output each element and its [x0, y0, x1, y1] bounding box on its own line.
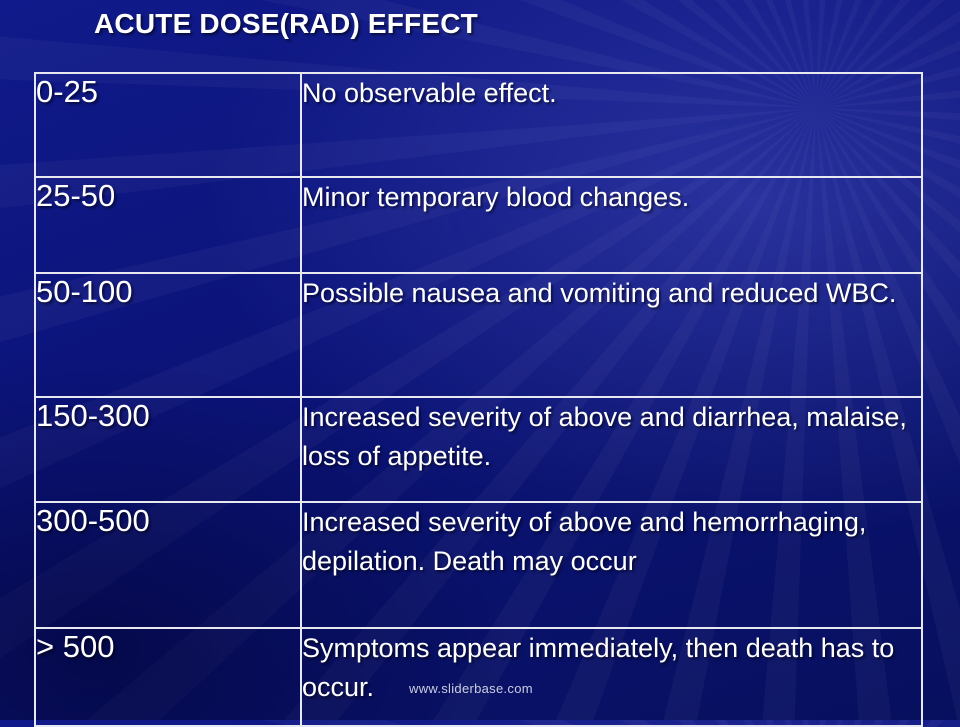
- dose-effect-table: [34, 72, 923, 727]
- slide-title: ACUTE DOSE(RAD) EFFECT: [94, 8, 478, 39]
- effect-cell: Possible nausea and vomiting and reduced WBC.: [301, 273, 922, 397]
- table-row: [35, 397, 922, 502]
- dose-cell: 150-300: [35, 397, 301, 502]
- dose-cell: 0-25: [35, 73, 301, 177]
- dose-cell: 300-500: [35, 502, 301, 628]
- effect-cell: Symptoms appear immediately, then death has to occur.: [301, 628, 922, 726]
- table-row: [35, 273, 922, 397]
- effect-cell: Increased severity of above and hemorrhaging, depilation. Death may occur: [301, 502, 922, 628]
- effect-cell: No observable effect.: [301, 73, 922, 177]
- table-row: [35, 502, 922, 628]
- watermark: www.sliderbase.com: [409, 681, 533, 696]
- table-row: [35, 177, 922, 273]
- dose-cell: 25-50: [35, 177, 301, 273]
- effect-cell: Increased severity of above and diarrhea, malaise, loss of appetite.: [301, 397, 922, 502]
- table-row: [35, 628, 922, 726]
- dose-cell: > 500: [35, 628, 301, 726]
- dose-cell: 50-100: [35, 273, 301, 397]
- effect-cell: Minor temporary blood changes.: [301, 177, 922, 273]
- table-row: [35, 73, 922, 177]
